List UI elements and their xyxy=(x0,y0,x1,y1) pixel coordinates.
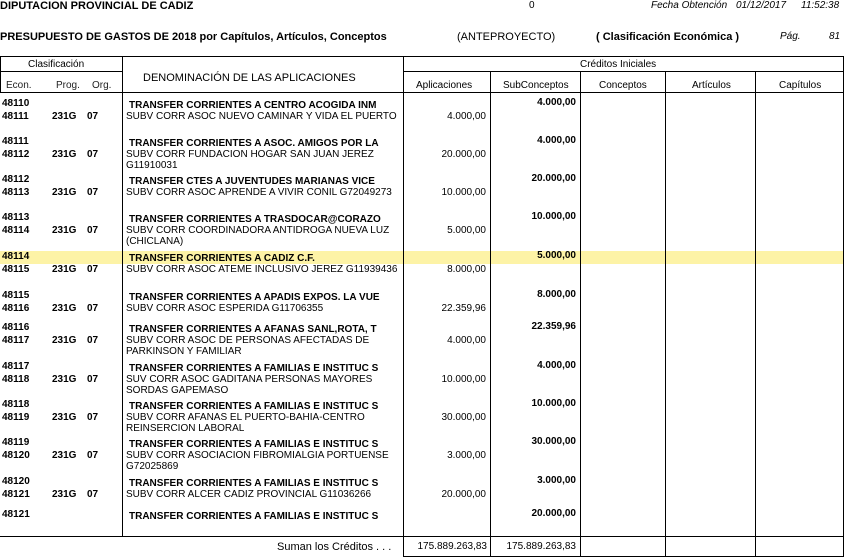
page-number: 81 xyxy=(829,31,841,42)
row-subconceptos: 22.359,96 xyxy=(531,321,576,332)
row-aplicaciones: 4.000,00 xyxy=(447,111,486,122)
row-subconceptos: 10.000,00 xyxy=(531,398,576,409)
row-description: SUBV CORR AFANAS EL PUERTO-BAHIA-CENTRO REINSERCION LABORAL xyxy=(126,412,365,434)
total-subconceptos: 175.889.263,83 xyxy=(506,541,576,552)
row-description: TRANSFER CTES A JUVENTUDES MARIANAS VICE xyxy=(129,176,375,187)
row-description: TRANSFER CORRIENTES A APADIS EXPOS. LA VUE xyxy=(129,292,380,303)
row-org: 07 xyxy=(87,412,99,423)
row-subconceptos: 30.000,00 xyxy=(531,436,576,447)
row-econ: 48118 xyxy=(2,399,30,410)
row-aplicaciones: 5.000,00 xyxy=(447,225,486,236)
row-description: SUBV CORR ASOCIACION FIBROMIALGIA PORTUENSE G72025869 xyxy=(126,450,389,472)
row-prog: 231G xyxy=(52,264,77,275)
col-subconceptos: SubConceptos xyxy=(503,80,569,91)
row-econ: 48121 xyxy=(2,509,30,520)
row-econ: 48110 xyxy=(2,98,30,109)
row-subconceptos: 8.000,00 xyxy=(537,289,576,300)
row-org: 07 xyxy=(87,489,99,500)
row-aplicaciones: 8.000,00 xyxy=(447,264,486,275)
col-articulos: Artículos xyxy=(692,80,731,91)
row-subconceptos: 5.000,00 xyxy=(537,250,576,261)
fecha-value: 01/12/2017 xyxy=(736,0,787,11)
row-econ: 48120 xyxy=(2,450,30,461)
row-prog: 231G xyxy=(52,149,77,160)
row-econ: 48116 xyxy=(2,322,30,333)
row-econ: 48113 xyxy=(2,187,30,198)
col-econ: Econ. xyxy=(6,80,32,91)
col-conceptos: Conceptos xyxy=(599,80,647,91)
row-prog: 231G xyxy=(52,225,77,236)
row-econ: 48120 xyxy=(2,476,30,487)
row-description: SUBV CORR ASOC ATEME INCLUSIVO JEREZ G11939436 xyxy=(126,264,398,275)
row-econ: 48117 xyxy=(2,361,30,372)
row-aplicaciones: 20.000,00 xyxy=(441,489,486,500)
row-org: 07 xyxy=(87,225,99,236)
row-econ: 48117 xyxy=(2,335,30,346)
row-prog: 231G xyxy=(52,187,77,198)
row-aplicaciones: 22.359,96 xyxy=(441,303,486,314)
row-subconceptos: 20.000,00 xyxy=(531,508,576,519)
row-prog: 231G xyxy=(52,303,77,314)
row-econ: 48114 xyxy=(2,251,30,262)
row-description: SUV CORR ASOC GADITANA PERSONAS MAYORES SORDAS GAPEMASO xyxy=(126,374,373,396)
fecha-label: Fecha Obtención xyxy=(651,0,728,11)
counter-marker: 0 xyxy=(529,0,535,11)
row-econ: 48113 xyxy=(2,212,30,223)
row-aplicaciones: 4.000,00 xyxy=(447,335,486,346)
totals-label: Suman los Créditos . . . xyxy=(277,541,392,553)
row-description: TRANSFER CORRIENTES A FAMILIAS E INSTITUC S xyxy=(129,478,379,489)
row-subconceptos: 4.000,00 xyxy=(537,360,576,371)
row-prog: 231G xyxy=(52,489,77,500)
row-org: 07 xyxy=(87,450,99,461)
report-status: (ANTEPROYECTO) xyxy=(457,31,556,43)
col-denominacion: DENOMINACIÓN DE LAS APLICACIONES xyxy=(143,72,356,84)
row-org: 07 xyxy=(87,374,99,385)
row-highlight xyxy=(0,251,844,264)
row-description: TRANSFER CORRIENTES A CENTRO ACOGIDA INM xyxy=(129,100,377,111)
row-description: TRANSFER CORRIENTES A FAMILIAS E INSTITUC S xyxy=(129,401,379,412)
col-group-clasificacion: Clasificación xyxy=(28,59,85,70)
hora-value: 11:52:38 xyxy=(801,0,840,11)
row-subconceptos: 10.000,00 xyxy=(531,211,576,222)
row-aplicaciones: 10.000,00 xyxy=(441,374,486,385)
row-prog: 231G xyxy=(52,412,77,423)
row-econ: 48116 xyxy=(2,303,30,314)
col-capitulos: Capítulos xyxy=(779,80,822,91)
row-econ: 48112 xyxy=(2,149,30,160)
col-org: Org. xyxy=(92,80,112,91)
row-subconceptos: 4.000,00 xyxy=(537,135,576,146)
row-prog: 231G xyxy=(52,335,77,346)
total-aplicaciones: 175.889.263,83 xyxy=(417,541,487,552)
col-group-creditos: Créditos Iniciales xyxy=(580,59,657,70)
row-description: TRANSFER CORRIENTES A AFANAS SANL,ROTA, T xyxy=(129,324,377,335)
row-prog: 231G xyxy=(52,111,77,122)
row-aplicaciones: 10.000,00 xyxy=(441,187,486,198)
row-description: SUBV CORR ASOC NUEVO CAMINAR Y VIDA EL PUERTO xyxy=(126,111,397,122)
row-description: SUBV CORR FUNDACION HOGAR SAN JUAN JEREZ G11910031 xyxy=(126,149,374,171)
row-description: SUBV CORR COORDINADORA ANTIDROGA NUEVA LUZ (CHICLANA) xyxy=(126,225,390,247)
row-org: 07 xyxy=(87,264,99,275)
row-prog: 231G xyxy=(52,450,77,461)
row-description: TRANSFER CORRIENTES A FAMILIAS E INSTITUC S xyxy=(129,439,379,450)
row-org: 07 xyxy=(87,149,99,160)
row-description: SUBV CORR ASOC APRENDE A VIVIR CONIL G72049273 xyxy=(126,187,392,198)
row-econ: 48111 xyxy=(2,136,29,147)
row-description: TRANSFER CORRIENTES A TRASDOCAR@CORAZO xyxy=(129,214,381,225)
row-econ: 48121 xyxy=(2,489,30,500)
row-org: 07 xyxy=(87,335,99,346)
row-org: 07 xyxy=(87,303,99,314)
row-econ: 48119 xyxy=(2,437,30,448)
row-econ: 48111 xyxy=(2,111,29,122)
row-prog: 231G xyxy=(52,374,77,385)
row-aplicaciones: 20.000,00 xyxy=(441,149,486,160)
row-econ: 48114 xyxy=(2,225,30,236)
row-description: TRANSFER CORRIENTES A CADIZ C.F. xyxy=(129,253,315,264)
row-subconceptos: 3.000,00 xyxy=(537,475,576,486)
row-org: 07 xyxy=(87,111,99,122)
classification-type: ( Clasificación Económica ) xyxy=(596,31,740,43)
row-econ: 48115 xyxy=(2,290,30,301)
row-description: TRANSFER CORRIENTES A FAMILIAS E INSTITUC S xyxy=(129,511,379,522)
row-description: TRANSFER CORRIENTES A FAMILIAS E INSTITUC S xyxy=(129,363,379,374)
row-subconceptos: 20.000,00 xyxy=(531,173,576,184)
report-title: PRESUPUESTO DE GASTOS DE 2018 por Capítulos, Artículos, Conceptos xyxy=(0,31,387,43)
row-econ: 48119 xyxy=(2,412,30,423)
row-econ: 48118 xyxy=(2,374,30,385)
row-subconceptos: 4.000,00 xyxy=(537,97,576,108)
col-aplicaciones: Aplicaciones xyxy=(416,80,473,91)
row-description: SUBV CORR ALCER CADIZ PROVINCIAL G11036266 xyxy=(126,489,372,500)
row-description: SUBV CORR ASOC DE PERSONAS AFECTADAS DE PARKINSON Y FAMILIAR xyxy=(126,335,370,357)
organization-name: DIPUTACION PROVINCIAL DE CADIZ xyxy=(0,0,194,12)
row-aplicaciones: 3.000,00 xyxy=(447,450,486,461)
page-label: Pág. xyxy=(780,31,801,42)
row-org: 07 xyxy=(87,187,99,198)
row-description: TRANSFER CORRIENTES A ASOC. AMIGOS POR LA xyxy=(129,138,379,149)
col-prog: Prog. xyxy=(56,80,80,91)
row-aplicaciones: 30.000,00 xyxy=(441,412,486,423)
row-econ: 48112 xyxy=(2,174,30,185)
row-description: SUBV CORR ASOC ESPERIDA G11706355 xyxy=(126,303,324,314)
row-econ: 48115 xyxy=(2,264,30,275)
